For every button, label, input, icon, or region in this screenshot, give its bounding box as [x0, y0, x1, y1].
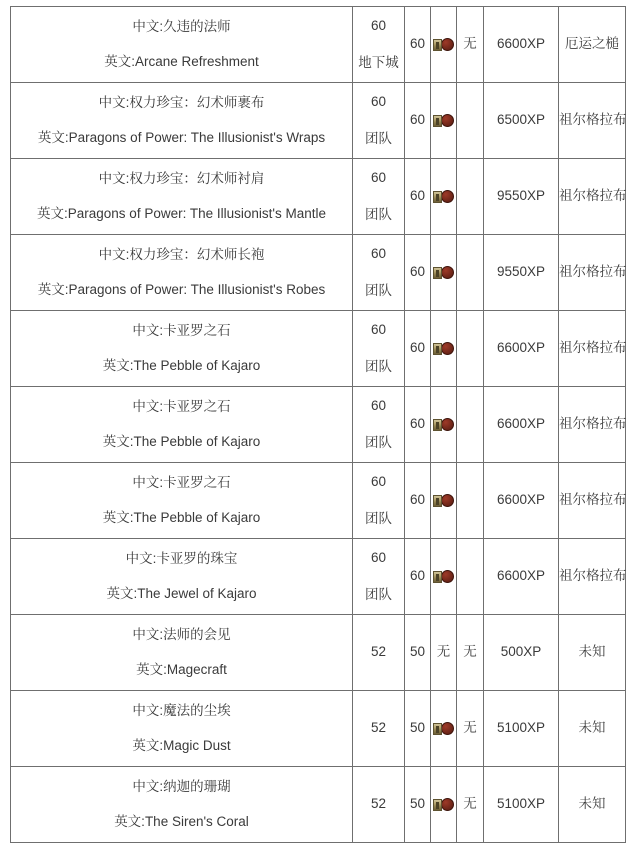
quest-level-type: 团队	[365, 510, 392, 526]
required-level-cell: 60	[405, 159, 431, 235]
item-reward-cell-1	[431, 83, 457, 159]
quest-level-cell	[353, 387, 405, 463]
quest-level-type: 团队	[365, 206, 392, 222]
experience-cell: 5100XP	[484, 767, 559, 843]
location-cell: 厄运之槌	[559, 7, 626, 83]
quest-level-cell	[353, 311, 405, 387]
scroll-item-icon[interactable]	[433, 267, 442, 279]
quest-level-value: 60	[370, 170, 387, 186]
required-level-cell: 60	[405, 463, 431, 539]
location-cell: 未知	[559, 767, 626, 843]
quest-level-value: 52	[370, 796, 387, 812]
quest-name-english: 英文:The Jewel of Kajaro	[106, 585, 257, 601]
item-reward-cell-2	[457, 235, 484, 311]
quest-name-cell	[11, 7, 353, 83]
item-reward-cell-1	[431, 311, 457, 387]
required-level-cell: 60	[405, 7, 431, 83]
location-cell: 祖尔格拉布	[559, 83, 626, 159]
quest-level-cell	[353, 235, 405, 311]
quest-level-type: 地下城	[358, 54, 399, 70]
red-gem-item-icon[interactable]	[441, 418, 454, 431]
quest-name-english: 英文:Paragons of Power: The Illusionist's Wraps	[37, 129, 326, 145]
quest-name-cell	[11, 159, 353, 235]
quest-name-chinese: 中文:久违的法师	[132, 19, 231, 35]
required-level-cell: 60	[405, 83, 431, 159]
required-level-cell: 50	[405, 767, 431, 843]
item-reward-icons[interactable]	[431, 494, 456, 507]
quest-level-type: 团队	[365, 130, 392, 146]
item-reward-cell-2	[457, 539, 484, 615]
location-cell: 祖尔格拉布	[559, 463, 626, 539]
quest-name-chinese: 中文:卡亚罗之石	[132, 475, 231, 491]
quest-level-value: 60	[370, 550, 387, 566]
quest-name-cell	[11, 83, 353, 159]
item-reward-cell-1	[431, 235, 457, 311]
quest-name-cell	[11, 387, 353, 463]
quest-name-chinese: 中文:纳迦的珊瑚	[132, 779, 231, 795]
item-reward-cell-1	[431, 767, 457, 843]
location-cell: 祖尔格拉布	[559, 159, 626, 235]
location-cell: 祖尔格拉布	[559, 235, 626, 311]
red-gem-item-icon[interactable]	[441, 38, 454, 51]
item-reward-cell-2	[457, 83, 484, 159]
item-reward-icons[interactable]	[431, 266, 456, 279]
table-row[interactable]	[11, 159, 626, 235]
no-reward-label: 无	[436, 644, 451, 660]
red-gem-item-icon[interactable]	[441, 570, 454, 583]
scroll-item-icon[interactable]	[433, 571, 442, 583]
quest-level-cell	[353, 539, 405, 615]
item-reward-icons[interactable]	[431, 38, 456, 51]
red-gem-item-icon[interactable]	[441, 722, 454, 735]
quest-level-cell	[353, 767, 405, 843]
quest-level-value: 52	[370, 720, 387, 736]
quest-level-type: 团队	[365, 358, 392, 374]
item-reward-cell-2	[457, 463, 484, 539]
experience-cell: 9550XP	[484, 159, 559, 235]
quest-level-value: 60	[370, 474, 387, 490]
table-row[interactable]	[11, 7, 626, 83]
required-level-cell: 60	[405, 539, 431, 615]
item-reward-cell-2	[457, 615, 484, 691]
no-reward-label: 无	[463, 796, 477, 812]
table-row[interactable]	[11, 311, 626, 387]
red-gem-item-icon[interactable]	[441, 342, 454, 355]
quest-level-type: 团队	[365, 586, 392, 602]
quest-name-cell	[11, 539, 353, 615]
table-row[interactable]	[11, 539, 626, 615]
experience-cell: 9550XP	[484, 235, 559, 311]
scroll-item-icon[interactable]	[433, 419, 442, 431]
item-reward-cell-1	[431, 615, 457, 691]
quest-name-english: 英文:The Pebble of Kajaro	[102, 509, 261, 525]
no-reward-label: 无	[463, 644, 477, 660]
table-row[interactable]	[11, 235, 626, 311]
scroll-item-icon[interactable]	[433, 39, 442, 51]
item-reward-icons[interactable]	[431, 798, 456, 811]
quest-name-chinese: 中文:卡亚罗之石	[132, 399, 231, 415]
item-reward-cell-1	[431, 691, 457, 767]
table-row[interactable]	[11, 463, 626, 539]
item-reward-icons[interactable]	[431, 722, 456, 735]
location-cell: 祖尔格拉布	[559, 387, 626, 463]
experience-cell: 6600XP	[484, 463, 559, 539]
quest-name-chinese: 中文:权力珍宝：幻术师裹布	[98, 95, 265, 111]
quest-level-value: 60	[370, 94, 387, 110]
experience-cell: 500XP	[484, 615, 559, 691]
quest-level-cell	[353, 83, 405, 159]
quest-name-cell	[11, 463, 353, 539]
quest-name-english: 英文:The Pebble of Kajaro	[102, 357, 261, 373]
item-reward-icons[interactable]	[431, 190, 456, 203]
quest-name-english: 英文:The Pebble of Kajaro	[102, 433, 261, 449]
quest-level-type: 团队	[365, 434, 392, 450]
quest-name-chinese: 中文:权力珍宝：幻术师长袍	[98, 247, 265, 263]
scroll-item-icon[interactable]	[433, 723, 442, 735]
item-reward-cell-2	[457, 7, 484, 83]
quest-name-cell	[11, 691, 353, 767]
experience-cell: 6500XP	[484, 83, 559, 159]
quest-name-chinese: 中文:卡亚罗的珠宝	[125, 551, 238, 567]
quest-level-type: 团队	[365, 282, 392, 298]
no-reward-label: 无	[463, 36, 477, 52]
location-cell: 未知	[559, 691, 626, 767]
item-reward-cell-2	[457, 691, 484, 767]
item-reward-cell-1	[431, 463, 457, 539]
experience-cell: 6600XP	[484, 311, 559, 387]
table-row[interactable]	[11, 83, 626, 159]
red-gem-item-icon[interactable]	[441, 114, 454, 127]
quest-name-cell	[11, 615, 353, 691]
scroll-item-icon[interactable]	[433, 343, 442, 355]
quest-table-body	[11, 7, 626, 843]
item-reward-icons[interactable]	[431, 342, 456, 355]
quest-reward-table	[10, 6, 626, 843]
quest-name-cell	[11, 767, 353, 843]
experience-cell: 6600XP	[484, 387, 559, 463]
quest-name-chinese: 中文:魔法的尘埃	[132, 703, 231, 719]
quest-name-english: 英文:Arcane Refreshment	[104, 53, 259, 69]
location-cell: 祖尔格拉布	[559, 311, 626, 387]
quest-level-cell	[353, 159, 405, 235]
red-gem-item-icon[interactable]	[441, 798, 454, 811]
quest-name-english: 英文:Paragons of Power: The Illusionist's Mantle	[37, 205, 326, 221]
quest-name-chinese: 中文:权力珍宝：幻术师衬肩	[98, 171, 265, 187]
table-row[interactable]	[11, 767, 626, 843]
quest-level-cell	[353, 691, 405, 767]
item-reward-icons[interactable]	[431, 114, 456, 127]
table-row[interactable]	[11, 387, 626, 463]
location-cell: 祖尔格拉布	[559, 539, 626, 615]
quest-name-cell	[11, 311, 353, 387]
quest-name-chinese: 中文:卡亚罗之石	[132, 323, 231, 339]
red-gem-item-icon[interactable]	[441, 494, 454, 507]
item-reward-cell-1	[431, 7, 457, 83]
quest-level-cell	[353, 7, 405, 83]
item-reward-cell-1	[431, 539, 457, 615]
scroll-item-icon[interactable]	[433, 799, 442, 811]
required-level-cell: 50	[405, 615, 431, 691]
experience-cell: 6600XP	[484, 7, 559, 83]
experience-cell: 5100XP	[484, 691, 559, 767]
red-gem-item-icon[interactable]	[441, 190, 454, 203]
item-reward-cell-2	[457, 387, 484, 463]
quest-name-english: 英文:Paragons of Power: The Illusionist's Robes	[37, 281, 326, 297]
quest-level-value: 52	[370, 644, 387, 660]
experience-cell: 6600XP	[484, 539, 559, 615]
scroll-item-icon[interactable]	[433, 191, 442, 203]
item-reward-cell-2	[457, 767, 484, 843]
no-reward-label: 无	[463, 720, 477, 736]
quest-name-english: 英文:The Siren's Coral	[114, 813, 249, 829]
red-gem-item-icon[interactable]	[441, 266, 454, 279]
item-reward-cell-2	[457, 159, 484, 235]
item-reward-cell-1	[431, 387, 457, 463]
scroll-item-icon[interactable]	[433, 115, 442, 127]
scroll-item-icon[interactable]	[433, 495, 442, 507]
required-level-cell: 60	[405, 311, 431, 387]
location-cell: 未知	[559, 615, 626, 691]
quest-level-value: 60	[370, 398, 387, 414]
item-reward-icons[interactable]	[431, 418, 456, 431]
item-reward-cell-1	[431, 159, 457, 235]
table-row[interactable]	[11, 615, 626, 691]
item-reward-cell-2	[457, 311, 484, 387]
quest-name-cell	[11, 235, 353, 311]
quest-name-english: 英文:Magic Dust	[132, 737, 231, 753]
quest-name-english: 英文:Magecraft	[136, 661, 227, 677]
quest-level-cell	[353, 615, 405, 691]
required-level-cell: 60	[405, 387, 431, 463]
required-level-cell: 60	[405, 235, 431, 311]
quest-level-value: 60	[370, 18, 387, 34]
item-reward-icons[interactable]	[431, 570, 456, 583]
quest-level-value: 60	[370, 246, 387, 262]
quest-level-value: 60	[370, 322, 387, 338]
quest-name-chinese: 中文:法师的会见	[132, 627, 231, 643]
quest-level-cell	[353, 463, 405, 539]
table-row[interactable]	[11, 691, 626, 767]
required-level-cell: 50	[405, 691, 431, 767]
